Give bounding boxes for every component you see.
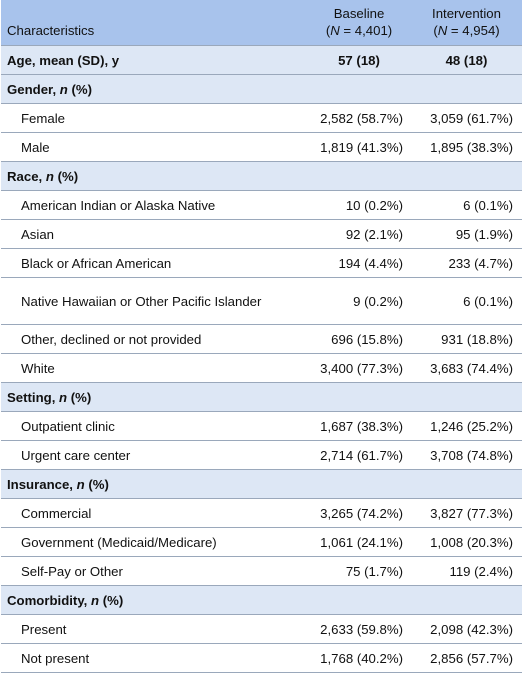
baseline-value: 696 (15.8%) bbox=[307, 325, 411, 354]
intervention-value: 233 (4.7%) bbox=[411, 249, 522, 278]
row-label: White bbox=[1, 354, 307, 383]
intervention-value: 6 (0.1%) bbox=[411, 191, 522, 220]
intervention-value: 931 (18.8%) bbox=[411, 325, 522, 354]
table-row bbox=[1, 644, 522, 673]
table-row bbox=[1, 220, 522, 249]
baseline-n: (N = 4,401) bbox=[325, 23, 393, 38]
baseline-value: 92 (2.1%) bbox=[307, 220, 411, 249]
section-title: Setting, n (%) bbox=[1, 383, 522, 412]
section-header-row bbox=[1, 162, 522, 191]
row-label: Present bbox=[1, 615, 307, 644]
age-baseline: 57 (18) bbox=[307, 46, 411, 75]
intervention-value: 95 (1.9%) bbox=[411, 220, 522, 249]
row-label: Self-Pay or Other bbox=[1, 557, 307, 586]
baseline-value: 1,687 (38.3%) bbox=[307, 412, 411, 441]
row-label: Commercial bbox=[1, 499, 307, 528]
row-label: Black or African American bbox=[1, 249, 307, 278]
table-header bbox=[1, 0, 522, 46]
row-label: Asian bbox=[1, 220, 307, 249]
intervention-value: 6 (0.1%) bbox=[411, 278, 522, 325]
header-row bbox=[1, 0, 522, 46]
table-row bbox=[1, 191, 522, 220]
baseline-value: 75 (1.7%) bbox=[307, 557, 411, 586]
section-header-row bbox=[1, 586, 522, 615]
row-label: Urgent care center bbox=[1, 441, 307, 470]
table-row bbox=[1, 133, 522, 162]
table-row bbox=[1, 412, 522, 441]
baseline-value: 1,061 (24.1%) bbox=[307, 528, 411, 557]
baseline-value: 2,582 (58.7%) bbox=[307, 104, 411, 133]
section-header-row bbox=[1, 470, 522, 499]
section-header-row bbox=[1, 383, 522, 412]
intervention-value: 3,059 (61.7%) bbox=[411, 104, 522, 133]
row-label: Other, declined or not provided bbox=[1, 325, 307, 354]
baseline-value: 3,265 (74.2%) bbox=[307, 499, 411, 528]
table-row bbox=[1, 278, 522, 325]
table-row bbox=[1, 528, 522, 557]
baseline-value: 3,400 (77.3%) bbox=[307, 354, 411, 383]
row-label: Outpatient clinic bbox=[1, 412, 307, 441]
age-row bbox=[1, 46, 522, 75]
table-body bbox=[1, 46, 522, 673]
row-label: Government (Medicaid/Medicare) bbox=[1, 528, 307, 557]
intervention-value: 1,895 (38.3%) bbox=[411, 133, 522, 162]
row-label: Female bbox=[1, 104, 307, 133]
section-title: Race, n (%) bbox=[1, 162, 522, 191]
intervention-value: 1,246 (25.2%) bbox=[411, 412, 522, 441]
baseline-value: 1,819 (41.3%) bbox=[307, 133, 411, 162]
header-intervention bbox=[411, 0, 522, 46]
row-label: American Indian or Alaska Native bbox=[1, 191, 307, 220]
row-label: Male bbox=[1, 133, 307, 162]
table-row bbox=[1, 557, 522, 586]
age-intervention: 48 (18) bbox=[411, 46, 522, 75]
header-baseline bbox=[307, 0, 411, 46]
baseline-title: Baseline bbox=[333, 6, 385, 21]
table-row bbox=[1, 249, 522, 278]
intervention-value: 2,098 (42.3%) bbox=[411, 615, 522, 644]
section-title: Insurance, n (%) bbox=[1, 470, 522, 499]
baseline-value: 2,633 (59.8%) bbox=[307, 615, 411, 644]
section-title: Gender, n (%) bbox=[1, 75, 522, 104]
table-row bbox=[1, 441, 522, 470]
intervention-value: 3,683 (74.4%) bbox=[411, 354, 522, 383]
characteristics-table bbox=[1, 0, 522, 673]
baseline-value: 194 (4.4%) bbox=[307, 249, 411, 278]
table-row bbox=[1, 615, 522, 644]
table-row bbox=[1, 104, 522, 133]
intervention-value: 1,008 (20.3%) bbox=[411, 528, 522, 557]
baseline-value: 2,714 (61.7%) bbox=[307, 441, 411, 470]
intervention-value: 119 (2.4%) bbox=[411, 557, 522, 586]
row-label: Not present bbox=[1, 644, 307, 673]
table-row bbox=[1, 499, 522, 528]
table-row bbox=[1, 325, 522, 354]
row-label: Native Hawaiian or Other Pacific Islander bbox=[1, 278, 307, 325]
intervention-value: 2,856 (57.7%) bbox=[411, 644, 522, 673]
table-row bbox=[1, 354, 522, 383]
section-title: Comorbidity, n (%) bbox=[1, 586, 522, 615]
age-label: Age, mean (SD), y bbox=[1, 46, 307, 75]
baseline-value: 10 (0.2%) bbox=[307, 191, 411, 220]
intervention-value: 3,827 (77.3%) bbox=[411, 499, 522, 528]
header-characteristics: Characteristics bbox=[7, 23, 95, 38]
section-header-row bbox=[1, 75, 522, 104]
intervention-value: 3,708 (74.8%) bbox=[411, 441, 522, 470]
intervention-n: (N = 4,954) bbox=[433, 23, 500, 38]
baseline-value: 1,768 (40.2%) bbox=[307, 644, 411, 673]
baseline-value: 9 (0.2%) bbox=[307, 278, 411, 325]
intervention-title: Intervention bbox=[432, 6, 501, 21]
